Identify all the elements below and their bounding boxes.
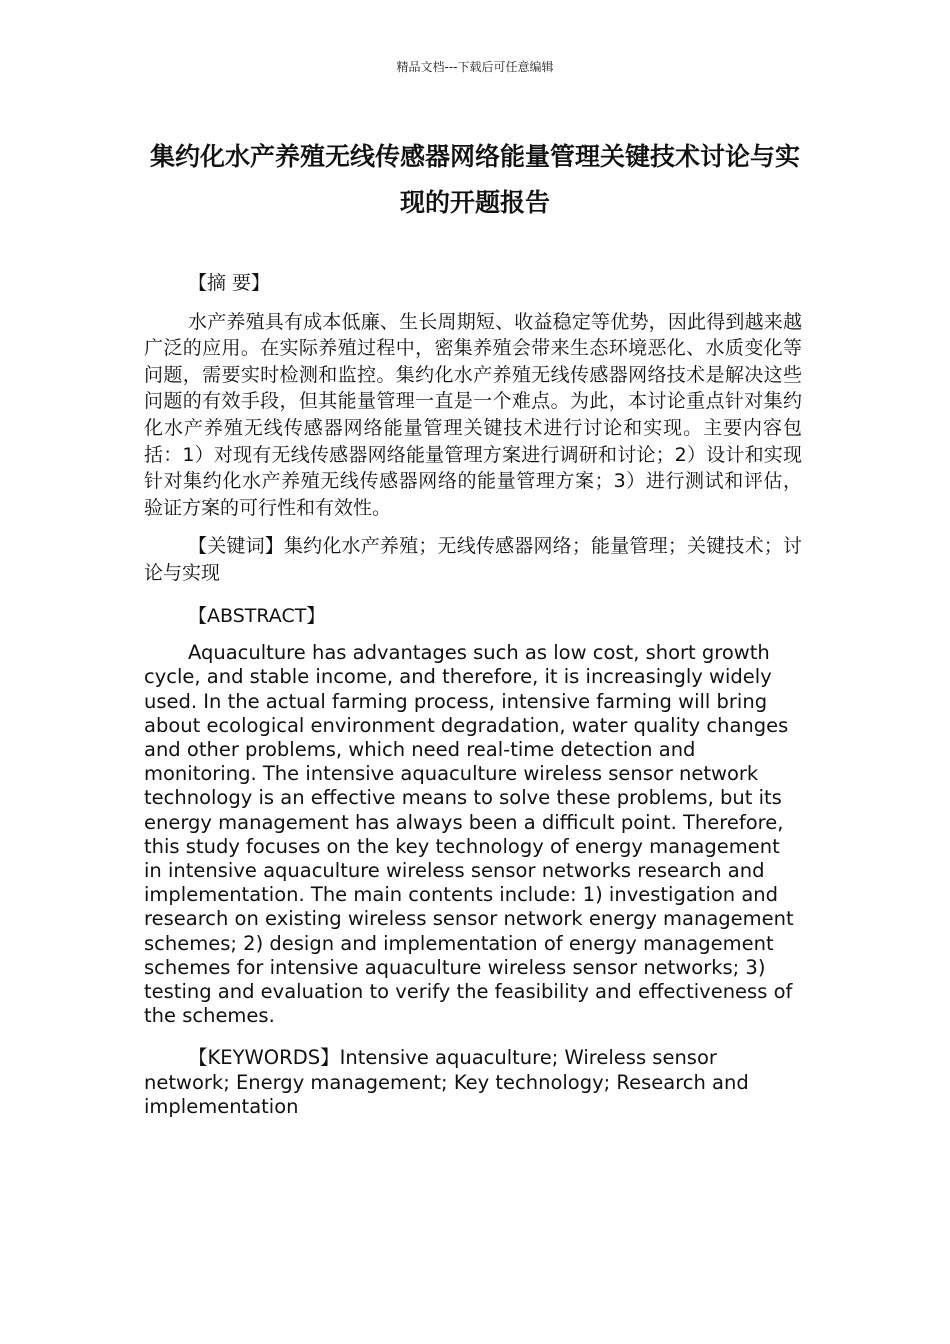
abstract-heading-en: 【ABSTRACT】: [188, 604, 326, 627]
header-note: 精品文档---下载后可任意编辑: [396, 60, 554, 74]
document-body: [144, 270, 802, 1119]
abstract-body-cn: 水产养殖具有成本低廉、生长周期短、收益稳定等优势，因此得到越来越广泛的应用。在实际养殖过程中，密集养殖会带来生态环境恶化、水质变化等问题，需要实时检测和监控。集约化水产养殖无线传感器网络技术是解决这些问题的有效手段，但其能量管理一直是一个难点。为此，本讨论重点针对集约化水产养殖无线传感器网络能量管理关键技术进行讨论和实现。主要内容包括：1）对现有无线传感器网络能量管理方案进行调研和讨论；2）设计和实现针对集约化水产养殖无线传感器网络的能量管理方案；3）进行测试和评估，验证方案的可行性和有效性。: [144, 310, 802, 519]
keywords-cn: 【关键词】集约化水产养殖；无线传感器网络；能量管理；关键技术；讨论与实现: [144, 535, 802, 584]
abstract-body-en: Aquaculture has advantages such as low cost, short growth cycle, and stable income, and therefore, it is increasingly widely used. In the actual farming process, intensive farming will bring about ecological environment degradation, water quality changes and other problems, which need real-time detection and monitoring. The intensive aquaculture wireless sensor network technology is an effective means to solve these problems, but its energy management has always been a difficult point. Therefore, this study focuses on the key technology of energy management in intensive aquaculture wireless sensor networks research and implementation. The main contents include: 1) investigation and research on existing wireless sensor network energy management schemes; 2) design and implementation of energy management schemes for intensive aquaculture wireless sensor networks; 3) testing and evaluation to verify the feasibility and effectiveness of the schemes.: [144, 641, 794, 1028]
document-title: 集约化水产养殖无线传感器网络能量管理关键技术讨论与实现的开题报告: [149, 142, 800, 217]
keywords-en: 【KEYWORDS】Intensive aquaculture; Wireless sensor network; Energy management; Key technology; Research and implementation: [144, 1046, 749, 1118]
abstract-heading-cn: 【摘 要】: [188, 272, 271, 294]
